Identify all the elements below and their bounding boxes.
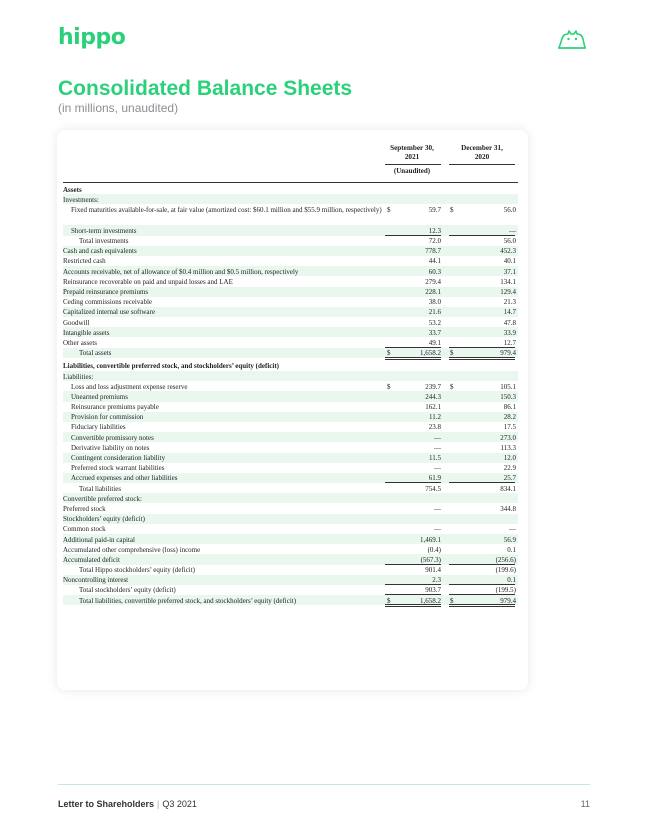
value-sep-2021: 11.5 [429, 454, 441, 462]
unaudited-label: (Unaudited) [393, 167, 431, 175]
row-label: Common stock [63, 525, 106, 534]
value-dec-2020: (256.6) [495, 555, 516, 564]
value-sep-2021: 33.7 [428, 328, 441, 337]
currency-symbol: $ [387, 349, 391, 358]
value-sep-2021: 228.1 [425, 288, 441, 296]
table-row [63, 442, 518, 452]
value-dec-2020: 129.4 [500, 288, 516, 296]
footer-separator: | [157, 799, 160, 809]
row-label: Total Hippo stockholders’ equity (deficit) [79, 566, 196, 575]
footer-period: Q3 2021 [162, 799, 197, 809]
value-dec-2020: 56.0 [503, 237, 516, 246]
table-row [63, 317, 518, 327]
value-sep-2021: 49.1 [428, 338, 441, 347]
value-dec-2020: 150.3 [500, 392, 516, 401]
value-sep-2021: 59.7 [428, 205, 441, 214]
table-row [63, 204, 518, 225]
currency-symbol: $ [387, 596, 391, 605]
value-dec-2020: (199.6) [495, 566, 516, 575]
row-label: Reinsurance premiums payable [71, 403, 159, 412]
value-sep-2021: 72.0 [428, 237, 441, 246]
row-label: Provision for commission [71, 413, 144, 422]
row-label: Total liabilities, convertible preferred stock, and stockholders’ equity (deficit) [79, 596, 297, 605]
row-label: Intangible assets [63, 328, 110, 337]
value-dec-2020: — [509, 525, 516, 534]
row-label: Ceding commissions receivable [63, 298, 153, 307]
header-rule [449, 164, 515, 165]
row-label: Goodwill [63, 318, 90, 327]
table-row [63, 337, 518, 347]
row-label: Investments: [63, 195, 99, 204]
row-label: Unearned premiums [71, 392, 128, 401]
col-header-sep-2021-line2: 2021 [404, 153, 420, 161]
value-sep-2021: 23.8 [428, 423, 441, 432]
table-row [63, 432, 518, 442]
value-dec-2020: 37.1 [503, 267, 516, 276]
footer-divider [58, 784, 590, 785]
value-dec-2020: 834.1 [500, 484, 516, 493]
value-sep-2021: 2.3 [432, 576, 441, 585]
row-label: Noncontrolling interest [63, 576, 129, 585]
footer [58, 799, 197, 809]
value-dec-2020: 33.9 [503, 328, 516, 337]
table-row [63, 554, 518, 564]
col-header-sep-2021 [381, 144, 443, 162]
table-row [63, 595, 518, 605]
row-label: Stockholders’ equity (deficit) [63, 515, 145, 524]
value-dec-2020: 12.0 [503, 454, 516, 462]
table-row [63, 575, 518, 585]
value-sep-2021: 162.1 [425, 403, 441, 412]
table-row [63, 585, 518, 595]
value-sep-2021: — [434, 525, 441, 534]
value-dec-2020: 113.3 [500, 443, 516, 452]
value-sep-2021: 12.3 [428, 226, 441, 235]
row-label: Capitalized internal use software [63, 308, 155, 317]
value-sep-2021: 754.5 [425, 484, 441, 493]
table-row [63, 361, 518, 371]
table-row [63, 371, 518, 381]
row-label: Total assets [79, 349, 112, 358]
row-label: Contingent consideration liability [71, 454, 166, 462]
row-label: Accumulated other comprehensive (loss) income [63, 545, 201, 554]
table-row [63, 544, 518, 554]
row-label: Fiduciary liabilities [71, 423, 126, 432]
currency-symbol: $ [387, 205, 391, 214]
underline [385, 357, 441, 358]
table-row [63, 565, 518, 575]
value-dec-2020: 28.2 [503, 413, 516, 422]
value-sep-2021: 1,469.1 [420, 535, 441, 544]
col-header-dec-2020 [447, 144, 517, 162]
page-number: 11 [580, 799, 590, 809]
value-dec-2020: 14.7 [503, 308, 516, 317]
table-row [63, 297, 518, 307]
value-sep-2021: — [434, 443, 441, 452]
table-row [63, 514, 518, 524]
value-dec-2020: 86.1 [503, 403, 516, 412]
table-row [63, 473, 518, 483]
row-label: Total liabilities [79, 484, 122, 493]
table-row [63, 246, 518, 256]
value-sep-2021: 38.0 [428, 298, 441, 307]
hippo-logo: hippo [58, 25, 126, 50]
value-dec-2020: 40.1 [503, 257, 516, 266]
col-header-sep-2021-line1: September 30, [390, 144, 434, 152]
double-underline [385, 359, 441, 360]
table-row [63, 194, 518, 204]
double-underline [449, 606, 515, 607]
currency-symbol: $ [450, 382, 454, 391]
value-dec-2020: 47.8 [503, 318, 516, 327]
row-label: Convertible promissory notes [71, 433, 154, 442]
value-dec-2020: 344.8 [500, 504, 516, 513]
row-label: Liabilities, convertible preferred stock, and stockholders’ equity (deficit) [63, 362, 280, 371]
table-row [63, 534, 518, 544]
value-sep-2021: 239.7 [425, 382, 441, 391]
table-row [63, 503, 518, 513]
col-header-dec-2020-line1: December 31, [461, 144, 503, 152]
value-sep-2021: 279.4 [425, 277, 441, 286]
value-sep-2021: 21.6 [428, 308, 441, 317]
table-row [63, 307, 518, 317]
row-label: Accounts receivable, net of allowance of $0.4 million and $0.5 million, respectively [63, 267, 299, 276]
table-row [63, 287, 518, 297]
value-dec-2020: 273.0 [500, 433, 516, 442]
value-sep-2021: 1,658.2 [420, 349, 441, 358]
value-sep-2021: 778.7 [425, 247, 441, 256]
row-label: Fixed maturities available-for-sale, at fair value (amortized cost: $60.1 million and $55.9 million, respectively) [71, 205, 382, 214]
table-row [63, 381, 518, 391]
table-body [63, 184, 518, 605]
table-row [63, 327, 518, 337]
value-sep-2021: 44.1 [428, 257, 441, 266]
table-row [63, 184, 518, 194]
currency-symbol: $ [450, 349, 454, 358]
value-dec-2020: (199.5) [495, 586, 516, 595]
row-label: Short-term investments [71, 226, 137, 235]
value-sep-2021: 903.7 [425, 586, 441, 595]
value-dec-2020: 979.4 [500, 349, 516, 358]
value-dec-2020: 56.9 [503, 535, 516, 544]
table-row [63, 412, 518, 422]
value-sep-2021: — [434, 433, 441, 442]
row-label: Preferred stock [63, 504, 106, 513]
row-label: Liabilities: [63, 372, 94, 381]
row-label: Convertible preferred stock: [63, 494, 142, 503]
row-label: Derivative liability on notes [71, 443, 150, 452]
underline [449, 357, 515, 358]
value-dec-2020: 105.1 [500, 382, 516, 391]
row-label: Additional paid-in capital [63, 535, 135, 544]
value-sep-2021: 61.9 [428, 474, 441, 483]
row-label: Total stockholders’ equity (deficit) [79, 586, 176, 595]
table-row [63, 236, 518, 246]
row-label: Preferred stock warrant liabilities [71, 464, 165, 473]
col-header-dec-2020-line2: 2020 [474, 153, 490, 161]
page-title: Consolidated Balance Sheets [58, 77, 353, 100]
table-header [63, 136, 518, 184]
value-sep-2021: 11.2 [429, 413, 441, 422]
value-sep-2021: 901.4 [425, 566, 441, 575]
table-row [63, 402, 518, 412]
value-dec-2020: 25.7 [503, 474, 516, 483]
value-sep-2021: — [434, 504, 441, 513]
value-dec-2020: 21.3 [503, 298, 516, 307]
double-underline [385, 606, 441, 607]
row-label: Cash and cash equivalents [63, 247, 137, 256]
row-label: Total investments [79, 237, 129, 246]
value-sep-2021: (567.3) [420, 555, 441, 564]
value-dec-2020: 979.4 [500, 596, 516, 605]
row-label: Reinsurance recoverable on paid and unpaid losses and LAE [63, 277, 233, 286]
underline [449, 604, 515, 605]
value-sep-2021: (0.4) [427, 545, 441, 554]
table-row [63, 256, 518, 266]
value-dec-2020: 134.1 [500, 277, 516, 286]
footer-doc-title: Letter to Shareholders [58, 799, 155, 809]
header-rule [385, 164, 441, 165]
row-label: Restricted cash [63, 257, 106, 266]
value-dec-2020: 0.1 [507, 576, 516, 585]
table-row [63, 463, 518, 473]
row-label: Other assets [63, 338, 98, 347]
value-sep-2021: — [434, 464, 441, 473]
row-label: Assets [63, 185, 82, 194]
currency-symbol: $ [450, 205, 454, 214]
table-row [63, 453, 518, 463]
value-dec-2020: 12.7 [503, 338, 516, 347]
row-label: Accumulated deficit [63, 555, 120, 564]
table-row [63, 276, 518, 286]
value-dec-2020: 452.3 [500, 247, 516, 256]
underline [385, 604, 441, 605]
currency-symbol: $ [450, 596, 454, 605]
currency-symbol: $ [387, 382, 391, 391]
header-divider [63, 182, 518, 183]
value-sep-2021: 244.3 [425, 392, 441, 401]
table-row [63, 391, 518, 401]
row-label: Prepaid reinsurance premiums [63, 288, 149, 296]
table-row [63, 225, 518, 235]
table-row [63, 266, 518, 276]
table-row [63, 483, 518, 493]
value-sep-2021: 53.2 [428, 318, 441, 327]
value-dec-2020: 0.1 [507, 545, 516, 554]
value-dec-2020: 56.0 [503, 205, 516, 214]
table-row [63, 524, 518, 534]
value-dec-2020: — [509, 226, 516, 235]
table-row [63, 422, 518, 432]
row-label: Loss and loss adjustment expense reserve [71, 382, 188, 391]
value-dec-2020: 17.5 [503, 423, 516, 432]
value-sep-2021: 60.3 [428, 267, 441, 276]
balance-sheet-table [63, 136, 518, 605]
hippo-mascot-icon [557, 30, 587, 50]
value-sep-2021: 1,658.2 [420, 596, 441, 605]
value-dec-2020: 22.9 [503, 464, 516, 473]
row-label: Accrued expenses and other liabilities [71, 474, 178, 483]
double-underline [449, 359, 515, 360]
table-row [63, 493, 518, 503]
page-subtitle: (in millions, unaudited) [58, 101, 179, 115]
table-row [63, 348, 518, 358]
